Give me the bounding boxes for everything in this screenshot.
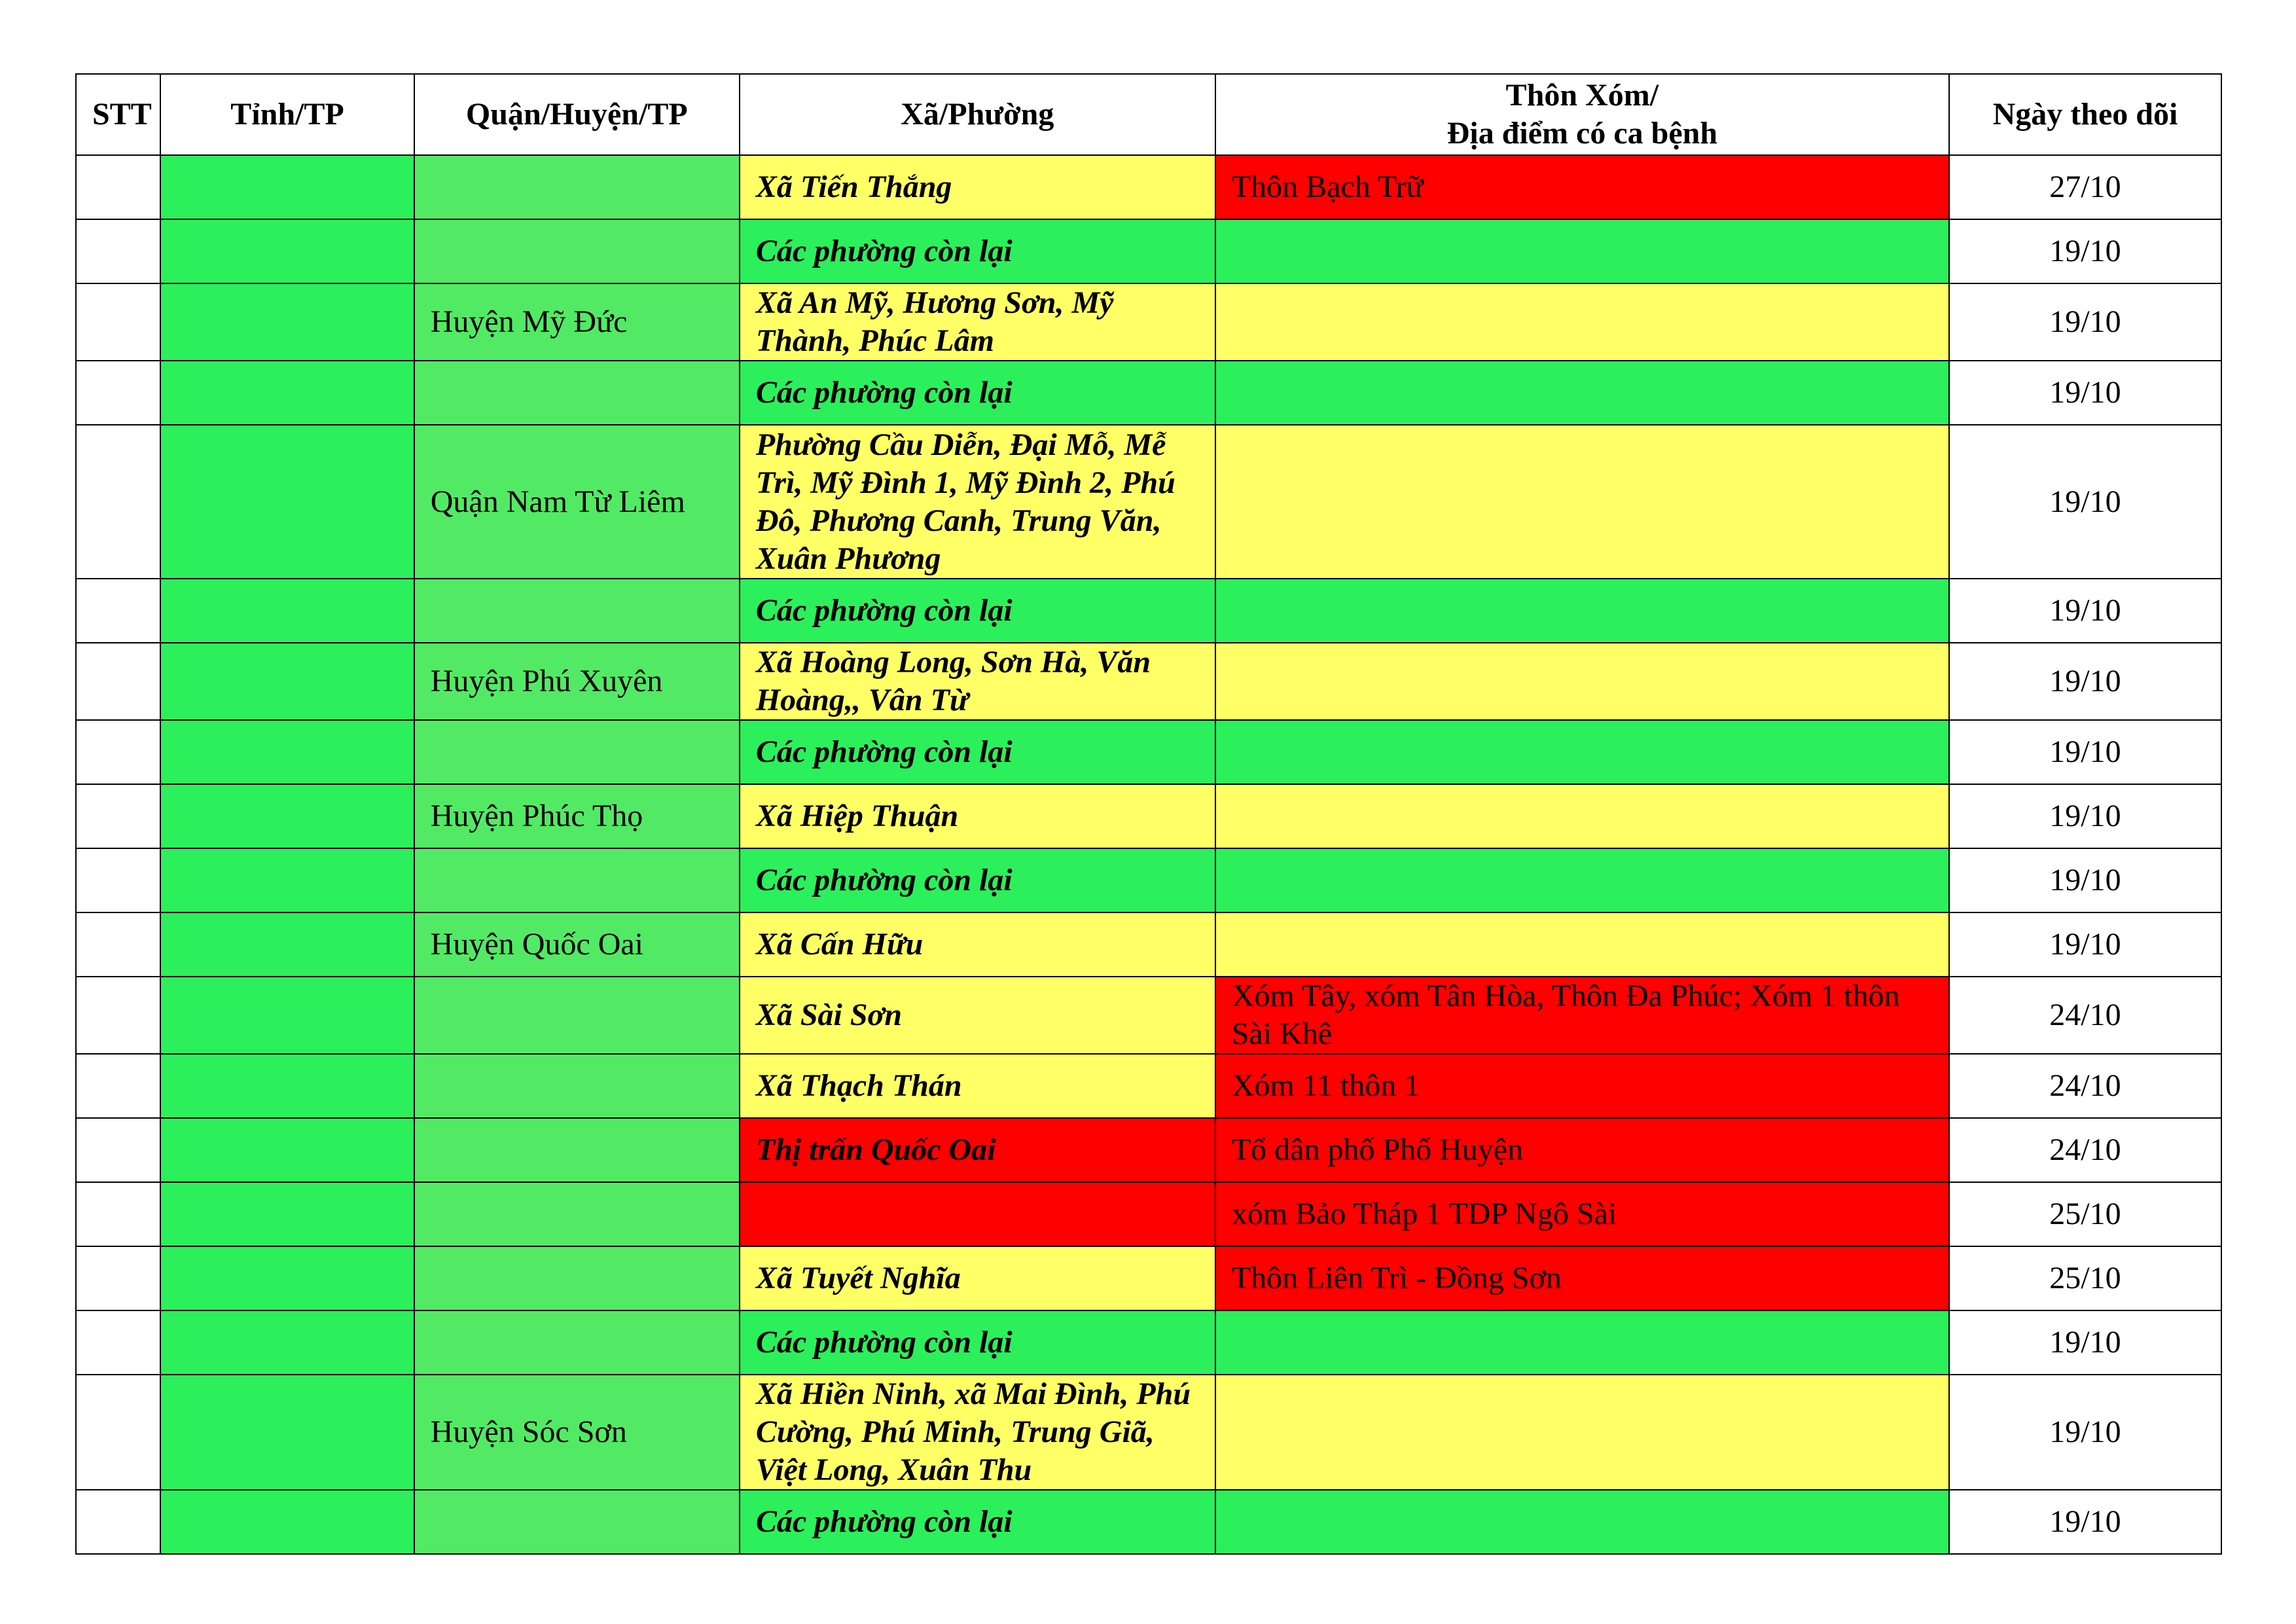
cell-date: 24/10 <box>1949 1118 2221 1182</box>
table-row <box>76 219 2221 283</box>
cell-district <box>414 579 740 643</box>
cell-hamlet <box>1215 1375 1949 1490</box>
cell-commune: Xã An Mỹ, Hương Sơn, Mỹ Thành, Phúc Lâm <box>740 283 1215 361</box>
cell-province <box>160 425 414 579</box>
header-hamlet <box>1215 74 1949 155</box>
cell-district <box>414 1310 740 1375</box>
cell-date: 19/10 <box>1949 912 2221 977</box>
cell-district <box>414 219 740 283</box>
cell-district: Huyện Sóc Sơn <box>414 1375 740 1490</box>
table-row <box>76 1490 2221 1554</box>
cell-district <box>414 1490 740 1554</box>
table-row <box>76 912 2221 977</box>
cell-district: Huyện Mỹ Đức <box>414 283 740 361</box>
cell-province <box>160 1310 414 1375</box>
cell-date: 19/10 <box>1949 219 2221 283</box>
cell-hamlet <box>1215 784 1949 848</box>
header-district: Quận/Huyện/TP <box>414 74 740 155</box>
cell-date: 19/10 <box>1949 643 2221 720</box>
cell-commune: Xã Thạch Thán <box>740 1054 1215 1118</box>
cell-hamlet <box>1215 1490 1949 1554</box>
table-row <box>76 1182 2221 1246</box>
cell-district: Huyện Quốc Oai <box>414 912 740 977</box>
cell-commune: Các phường còn lại <box>740 720 1215 784</box>
cell-commune: Xã Hiền Ninh, xã Mai Đình, Phú Cường, Phú Minh, Trung Giã, Việt Long, Xuân Thu <box>740 1375 1215 1490</box>
cell-stt <box>76 361 160 425</box>
cell-stt <box>76 1118 160 1182</box>
cell-stt <box>76 848 160 912</box>
cell-hamlet <box>1215 643 1949 720</box>
cell-district: Quận Nam Từ Liêm <box>414 425 740 579</box>
cell-province <box>160 643 414 720</box>
cell-date: 24/10 <box>1949 1054 2221 1118</box>
cell-stt <box>76 1490 160 1554</box>
cell-date: 19/10 <box>1949 784 2221 848</box>
cell-commune: Xã Tiến Thắng <box>740 155 1215 219</box>
cell-commune: Các phường còn lại <box>740 1490 1215 1554</box>
cell-date: 27/10 <box>1949 155 2221 219</box>
table-row <box>76 1246 2221 1310</box>
cell-province <box>160 784 414 848</box>
cell-commune: Phường Cầu Diễn, Đại Mỗ, Mễ Trì, Mỹ Đình 1, Mỹ Đình 2, Phú Đô, Phương Canh, Trung Văn, Xuân Phương <box>740 425 1215 579</box>
cell-hamlet <box>1215 361 1949 425</box>
cell-commune: Xã Hiệp Thuận <box>740 784 1215 848</box>
cell-date: 25/10 <box>1949 1246 2221 1310</box>
cell-province <box>160 1246 414 1310</box>
cell-hamlet <box>1215 283 1949 361</box>
cell-date: 25/10 <box>1949 1182 2221 1246</box>
cell-date: 19/10 <box>1949 848 2221 912</box>
cell-commune: Xã Cấn Hữu <box>740 912 1215 977</box>
cell-hamlet <box>1215 720 1949 784</box>
cell-district <box>414 720 740 784</box>
cell-province <box>160 361 414 425</box>
cell-province <box>160 283 414 361</box>
header-hamlet-line2: Địa điểm có ca bệnh <box>1446 116 1718 151</box>
header-commune: Xã/Phường <box>740 74 1215 155</box>
cell-hamlet <box>1215 219 1949 283</box>
cell-district <box>414 1054 740 1118</box>
table-row <box>76 1310 2221 1375</box>
cell-hamlet <box>1215 579 1949 643</box>
table-row <box>76 1375 2221 1490</box>
header-hamlet-line1: Thôn Xóm/ <box>1505 78 1659 113</box>
cell-stt <box>76 1054 160 1118</box>
cell-province <box>160 155 414 219</box>
header-stt: STT <box>76 74 160 155</box>
table-row <box>76 977 2221 1054</box>
cell-province <box>160 579 414 643</box>
cell-commune: Các phường còn lại <box>740 219 1215 283</box>
cell-stt <box>76 720 160 784</box>
cell-commune: Các phường còn lại <box>740 1310 1215 1375</box>
table-row <box>76 361 2221 425</box>
cell-district <box>414 1118 740 1182</box>
cell-stt <box>76 1375 160 1490</box>
cell-district <box>414 361 740 425</box>
cell-hamlet: Thôn Liên Trì - Đồng Sơn <box>1215 1246 1949 1310</box>
cell-stt <box>76 155 160 219</box>
cell-hamlet: Xóm 11 thôn 1 <box>1215 1054 1949 1118</box>
cell-province <box>160 1054 414 1118</box>
cell-date: 24/10 <box>1949 977 2221 1054</box>
cell-stt <box>76 1182 160 1246</box>
cell-province <box>160 912 414 977</box>
cell-commune: Xã Tuyết Nghĩa <box>740 1246 1215 1310</box>
cell-date: 19/10 <box>1949 1490 2221 1554</box>
cell-district <box>414 1246 740 1310</box>
table-row <box>76 720 2221 784</box>
cell-stt <box>76 912 160 977</box>
table-row <box>76 848 2221 912</box>
header-province: Tỉnh/TP <box>160 74 414 155</box>
cell-province <box>160 720 414 784</box>
cell-commune: Các phường còn lại <box>740 579 1215 643</box>
cell-date: 19/10 <box>1949 1310 2221 1375</box>
cell-commune: Các phường còn lại <box>740 848 1215 912</box>
cell-date: 19/10 <box>1949 1375 2221 1490</box>
cell-hamlet: Tổ dân phố Phố Huyện <box>1215 1118 1949 1182</box>
cell-date: 19/10 <box>1949 283 2221 361</box>
cell-commune: Các phường còn lại <box>740 361 1215 425</box>
cell-district: Huyện Phú Xuyên <box>414 643 740 720</box>
cell-date: 19/10 <box>1949 579 2221 643</box>
cell-district <box>414 977 740 1054</box>
cell-hamlet <box>1215 912 1949 977</box>
table-row <box>76 155 2221 219</box>
cell-commune: Xã Hoàng Long, Sơn Hà, Văn Hoàng,, Vân Từ <box>740 643 1215 720</box>
cell-date: 19/10 <box>1949 720 2221 784</box>
cell-commune: Xã Sài Sơn <box>740 977 1215 1054</box>
cell-province <box>160 848 414 912</box>
cell-hamlet <box>1215 425 1949 579</box>
cell-stt <box>76 425 160 579</box>
cell-district <box>414 848 740 912</box>
cell-district <box>414 155 740 219</box>
cell-stt <box>76 977 160 1054</box>
cell-district <box>414 1182 740 1246</box>
cell-hamlet: Thôn Bạch Trữ <box>1215 155 1949 219</box>
cell-stt <box>76 579 160 643</box>
cell-hamlet <box>1215 848 1949 912</box>
cell-district: Huyện Phúc Thọ <box>414 784 740 848</box>
cell-hamlet: Xóm Tây, xóm Tân Hòa, Thôn Đa Phúc; Xóm 1 thôn Sài Khê <box>1215 977 1949 1054</box>
table-row <box>76 643 2221 720</box>
cell-commune <box>740 1182 1215 1246</box>
cell-province <box>160 1118 414 1182</box>
cell-stt <box>76 784 160 848</box>
cell-date: 19/10 <box>1949 425 2221 579</box>
cell-stt <box>76 283 160 361</box>
table-row <box>76 1118 2221 1182</box>
cell-stt <box>76 219 160 283</box>
header-date: Ngày theo dõi <box>1949 74 2221 155</box>
cell-province <box>160 1490 414 1554</box>
cell-date: 19/10 <box>1949 361 2221 425</box>
cell-province <box>160 1375 414 1490</box>
cell-hamlet <box>1215 1310 1949 1375</box>
cell-hamlet: xóm Bảo Tháp 1 TDP Ngô Sài <box>1215 1182 1949 1246</box>
table-row <box>76 784 2221 848</box>
table-row <box>76 425 2221 579</box>
cell-province <box>160 977 414 1054</box>
table-row <box>76 1054 2221 1118</box>
header-row <box>76 74 2221 155</box>
cell-stt <box>76 643 160 720</box>
table-row <box>76 579 2221 643</box>
cell-province <box>160 219 414 283</box>
covid-zone-table <box>75 73 2222 1555</box>
cell-province <box>160 1182 414 1246</box>
cell-stt <box>76 1310 160 1375</box>
cell-stt <box>76 1246 160 1310</box>
cell-commune: Thị trấn Quốc Oai <box>740 1118 1215 1182</box>
table-row <box>76 283 2221 361</box>
